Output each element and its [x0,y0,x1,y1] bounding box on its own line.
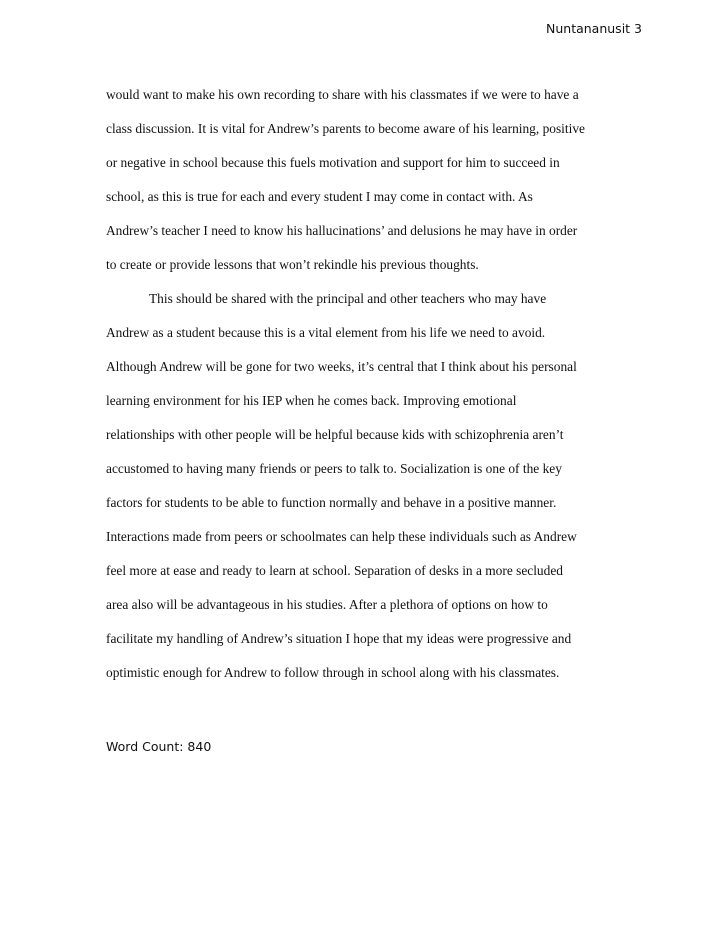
paragraph-start-line: This should be shared with the principal and other teachers who may have [149,291,547,306]
body-line: optimistic enough for Andrew to follow through in school along with his classmates. [106,665,560,680]
body-line: Andrew’s teacher I need to know his hallucinations’ and delusions he may have in order [106,223,578,238]
body-line: to create or provide lessons that won’t rekindle his previous thoughts. [106,257,479,272]
body-line: Although Andrew will be gone for two weeks, it’s central that I think about his personal [106,359,577,374]
body-line: accustomed to having many friends or peers to talk to. Socialization is one of the key [106,461,562,476]
body-line: area also will be advantageous in his studies. After a plethora of options on how to [106,597,548,612]
body-line: school, as this is true for each and every student I may come in contact with. As [106,189,533,204]
body-line: relationships with other people will be helpful because kids with schizophrenia aren’t [106,427,564,442]
word-count: Word Count: 840 [106,739,212,754]
body-line: feel more at ease and ready to learn at school. Separation of desks in a more secluded [106,563,563,578]
body-line: or negative in school because this fuels motivation and support for him to succeed in [106,155,560,170]
running-head: Nuntananusit 3 [546,21,642,36]
body-line: Interactions made from peers or schoolmates can help these individuals such as Andrew [106,529,577,544]
body-line: Andrew as a student because this is a vital element from his life we need to avoid. [106,325,546,340]
body-line: facilitate my handling of Andrew’s situation I hope that my ideas were progressive and [106,631,572,646]
body-line: class discussion. It is vital for Andrew’s parents to become aware of his learning, positive [106,121,585,136]
body-line: would want to make his own recording to share with his classmates if we were to have a [106,87,579,102]
body-line: learning environment for his IEP when he comes back. Improving emotional [106,393,517,408]
body-line: factors for students to be able to function normally and behave in a positive manner. [106,495,557,510]
